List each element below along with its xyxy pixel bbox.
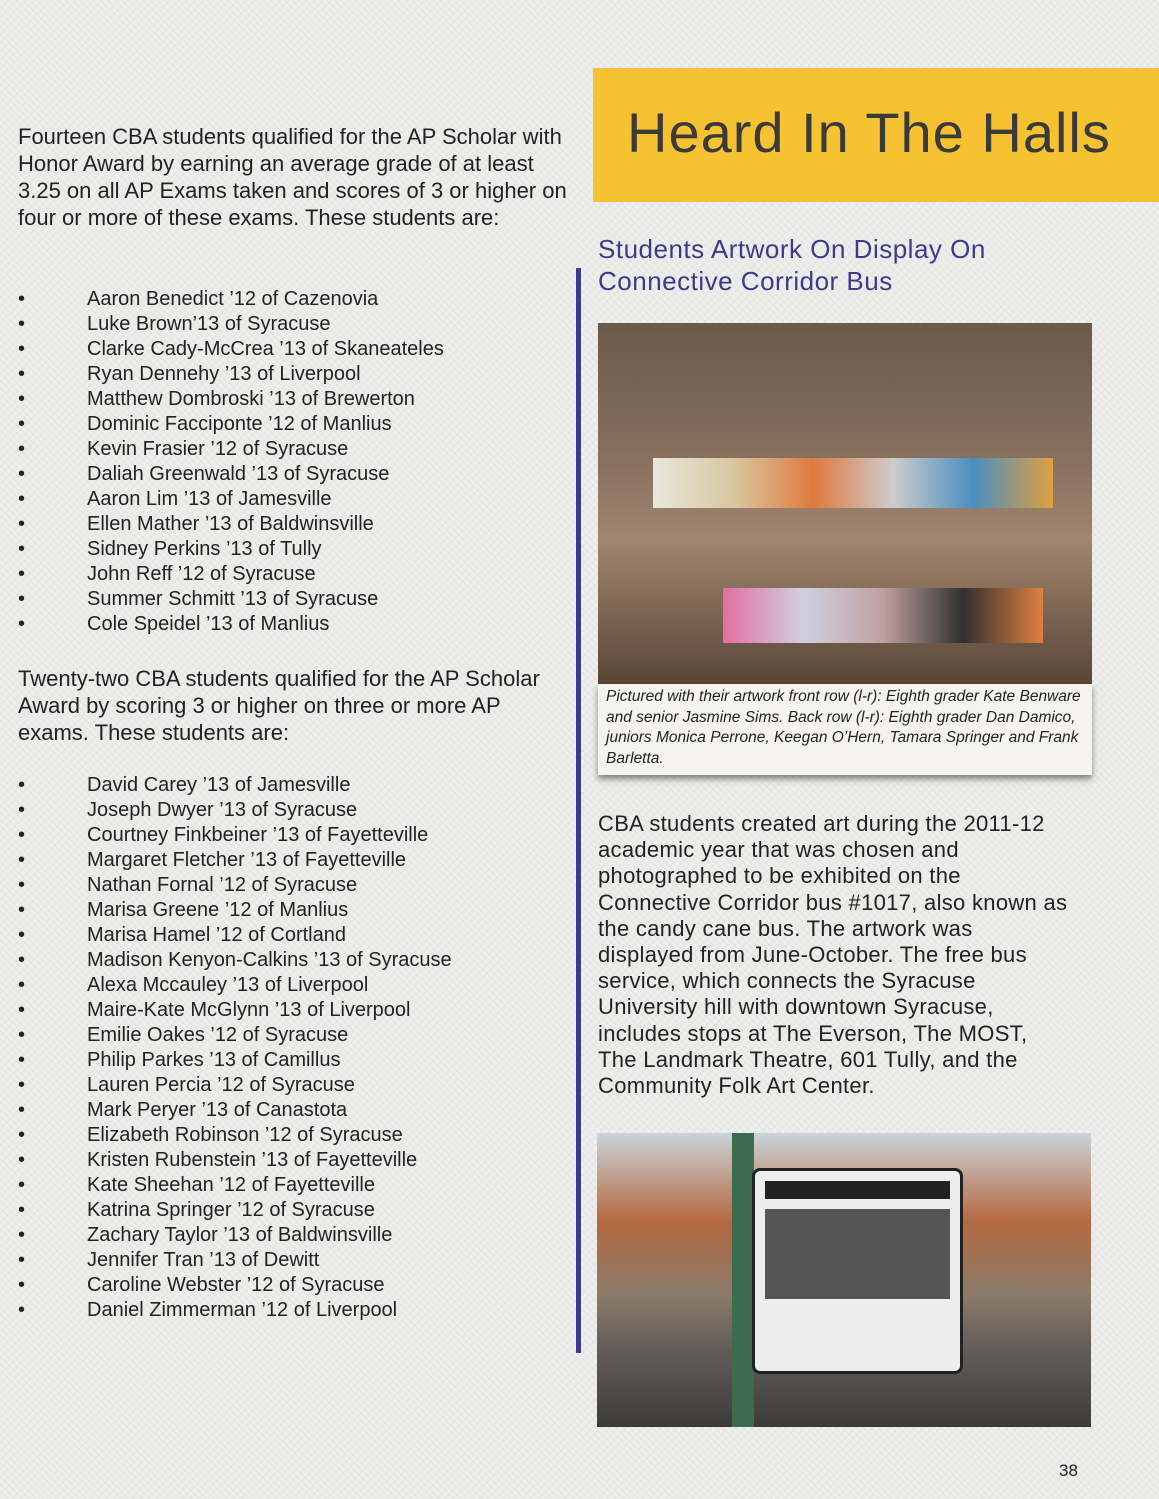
- list-item: [18, 848, 452, 873]
- student-entry: Sidney Perkins ’13 of Tully: [87, 538, 322, 560]
- list-item: [18, 1223, 452, 1248]
- student-entry: Ellen Mather ’13 of Baldwinsville: [87, 513, 374, 535]
- bullet: •: [18, 438, 26, 460]
- student-entry: Luke Brown’13 of Syracuse: [87, 313, 331, 335]
- student-entry: Katrina Springer ’12 of Syracuse: [87, 1199, 375, 1221]
- student-entry: Matthew Dombroski ’13 of Brewerton: [87, 388, 415, 410]
- student-entry: Courtney Finkbeiner ’13 of Fayetteville: [87, 824, 429, 846]
- list-item: [18, 562, 444, 587]
- student-entry: Jennifer Tran ’13 of Dewitt: [87, 1249, 320, 1271]
- student-entry: Margaret Fletcher ’13 of Fayetteville: [87, 849, 407, 871]
- student-entry: Marisa Hamel ’12 of Cortland: [87, 924, 346, 946]
- bullet: •: [18, 1249, 26, 1271]
- list-item: [18, 1098, 452, 1123]
- section-banner: [593, 68, 1159, 202]
- list-item: [18, 362, 444, 387]
- artwork-panels-top: [653, 458, 1053, 508]
- ap-scholar-honor-list: [18, 287, 444, 637]
- article-headline: Students Artwork On Display On Connective Corridor Bus: [598, 234, 986, 296]
- bullet: •: [18, 974, 26, 996]
- photo-caption: Pictured with their artwork front row (l-r): Eighth grader Kate Benware and senior Jasmine Sims. Back row (l-r): Eighth grader Dan Damico, juniors Monica Perrone, Keegan O’Hern, Tamara Springer and Frank Barletta.: [598, 684, 1092, 775]
- intro-paragraph-1: Fourteen CBA students qualified for the AP Scholar with Honor Award by earning an average grade of at least 3.25 on all AP Exams taken and scores of 3 or higher on four or more of these exams. These students are:: [18, 124, 567, 230]
- list-item: [18, 512, 444, 537]
- bullet: •: [18, 463, 26, 485]
- list-item: [18, 873, 452, 898]
- bullet: •: [18, 799, 26, 821]
- bullet: •: [18, 1274, 26, 1296]
- bullet: •: [18, 588, 26, 610]
- bullet: •: [18, 538, 26, 560]
- list-item: [18, 798, 452, 823]
- bullet: •: [18, 1174, 26, 1196]
- student-entry: Philip Parkes ’13 of Camillus: [87, 1049, 341, 1071]
- list-item: [18, 412, 444, 437]
- student-entry: Mark Peryer ’13 of Canastota: [87, 1099, 348, 1121]
- list-item: [18, 773, 452, 798]
- bullet: •: [18, 1224, 26, 1246]
- list-item: [18, 948, 452, 973]
- list-item: [18, 1248, 452, 1273]
- article-body: CBA students created art during the 2011-12 academic year that was chosen and photographed to be exhibited on the Connective Corridor bus #1017, also known as the candy cane bus. The artwork was displayed from June-October. The free bus service, which connects the Syracuse University hill with downtown Syracuse, includes stops at The Everson, The MOST, The Landmark Theatre, 601 Tully, and the Community Folk Art Center.: [598, 811, 1068, 1099]
- bullet: •: [18, 1024, 26, 1046]
- bullet: •: [18, 1049, 26, 1071]
- list-item: [18, 437, 444, 462]
- list-item: [18, 1123, 452, 1148]
- student-entry: Lauren Percia ’12 of Syracuse: [87, 1074, 355, 1096]
- student-entry: Maire-Kate McGlynn ’13 of Liverpool: [87, 999, 411, 1021]
- ap-scholar-list: [18, 773, 452, 1323]
- list-item: [18, 612, 444, 637]
- bullet: •: [18, 1074, 26, 1096]
- artwork-panels-bottom: [723, 588, 1043, 643]
- student-entry: Dominic Facciponte ’12 of Manlius: [87, 413, 392, 435]
- bullet: •: [18, 388, 26, 410]
- list-item: [18, 898, 452, 923]
- list-item: [18, 1173, 452, 1198]
- list-item: [18, 487, 444, 512]
- student-entry: Cole Speidel ’13 of Manlius: [87, 613, 330, 635]
- student-entry: David Carey ’13 of Jamesville: [87, 774, 351, 796]
- bullet: •: [18, 338, 26, 360]
- bullet: •: [18, 1099, 26, 1121]
- student-entry: Elizabeth Robinson ’12 of Syracuse: [87, 1124, 403, 1146]
- bullet: •: [18, 1199, 26, 1221]
- list-item: [18, 462, 444, 487]
- section-title: Heard In The Halls: [627, 101, 1111, 164]
- student-entry: Nathan Fornal ’12 of Syracuse: [87, 874, 358, 896]
- bullet: •: [18, 313, 26, 335]
- student-entry: Kate Sheehan ’12 of Fayetteville: [87, 1174, 375, 1196]
- student-entry: Madison Kenyon-Calkins ’13 of Syracuse: [87, 949, 452, 971]
- bullet: •: [18, 288, 26, 310]
- student-entry: Caroline Webster ’12 of Syracuse: [87, 1274, 385, 1296]
- bullet: •: [18, 413, 26, 435]
- student-entry: Alexa Mccauley ’13 of Liverpool: [87, 974, 369, 996]
- list-item: [18, 1148, 452, 1173]
- bullet: •: [18, 488, 26, 510]
- list-item: [18, 287, 444, 312]
- bullet: •: [18, 924, 26, 946]
- bus-image: [752, 1168, 963, 1374]
- student-entry: Marisa Greene ’12 of Manlius: [87, 899, 349, 921]
- student-entry: Emilie Oakes ’12 of Syracuse: [87, 1024, 349, 1046]
- bullet: •: [18, 363, 26, 385]
- column-divider: [576, 268, 581, 1353]
- student-entry: Aaron Benedict ’12 of Cazenovia: [87, 288, 379, 310]
- student-entry: Aaron Lim ’13 of Jamesville: [87, 488, 332, 510]
- list-item: [18, 312, 444, 337]
- list-item: [18, 387, 444, 412]
- bullet: •: [18, 899, 26, 921]
- list-item: [18, 1198, 452, 1223]
- list-item: [18, 1048, 452, 1073]
- list-item: [18, 1298, 452, 1323]
- bullet: •: [18, 874, 26, 896]
- bullet: •: [18, 1299, 26, 1321]
- student-entry: Daliah Greenwald ’13 of Syracuse: [87, 463, 390, 485]
- student-entry: Joseph Dwyer ’13 of Syracuse: [87, 799, 358, 821]
- list-item: [18, 587, 444, 612]
- bullet: •: [18, 774, 26, 796]
- student-entry: Kristen Rubenstein ’13 of Fayetteville: [87, 1149, 418, 1171]
- list-item: [18, 1273, 452, 1298]
- list-item: [18, 998, 452, 1023]
- student-entry: Clarke Cady-McCrea ’13 of Skaneateles: [87, 338, 444, 360]
- bullet: •: [18, 949, 26, 971]
- list-item: [18, 973, 452, 998]
- bullet: •: [18, 824, 26, 846]
- bullet: •: [18, 1124, 26, 1146]
- intro-paragraph-2: Twenty-two CBA students qualified for the AP Scholar Award by scoring 3 or higher on three or more AP exams. These students are:: [18, 666, 540, 745]
- student-entry: Ryan Dennehy ’13 of Liverpool: [87, 363, 361, 385]
- bullet: •: [18, 513, 26, 535]
- list-item: [18, 823, 452, 848]
- bullet: •: [18, 613, 26, 635]
- page-number: 38: [1059, 1461, 1078, 1480]
- student-entry: John Reff ’12 of Syracuse: [87, 563, 316, 585]
- list-item: [18, 1023, 452, 1048]
- list-item: [18, 923, 452, 948]
- lamp-post: [732, 1133, 754, 1427]
- student-entry: Kevin Frasier ’12 of Syracuse: [87, 438, 349, 460]
- bullet: •: [18, 563, 26, 585]
- bullet: •: [18, 999, 26, 1021]
- bullet: •: [18, 849, 26, 871]
- student-entry: Summer Schmitt ’13 of Syracuse: [87, 588, 379, 610]
- bullet: •: [18, 1149, 26, 1171]
- list-item: [18, 1073, 452, 1098]
- student-entry: Daniel Zimmerman ’12 of Liverpool: [87, 1299, 398, 1321]
- students-artwork-photo: [598, 323, 1092, 684]
- student-entry: Zachary Taylor ’13 of Baldwinsville: [87, 1224, 393, 1246]
- list-item: [18, 337, 444, 362]
- list-item: [18, 537, 444, 562]
- bus-photo: [597, 1133, 1091, 1427]
